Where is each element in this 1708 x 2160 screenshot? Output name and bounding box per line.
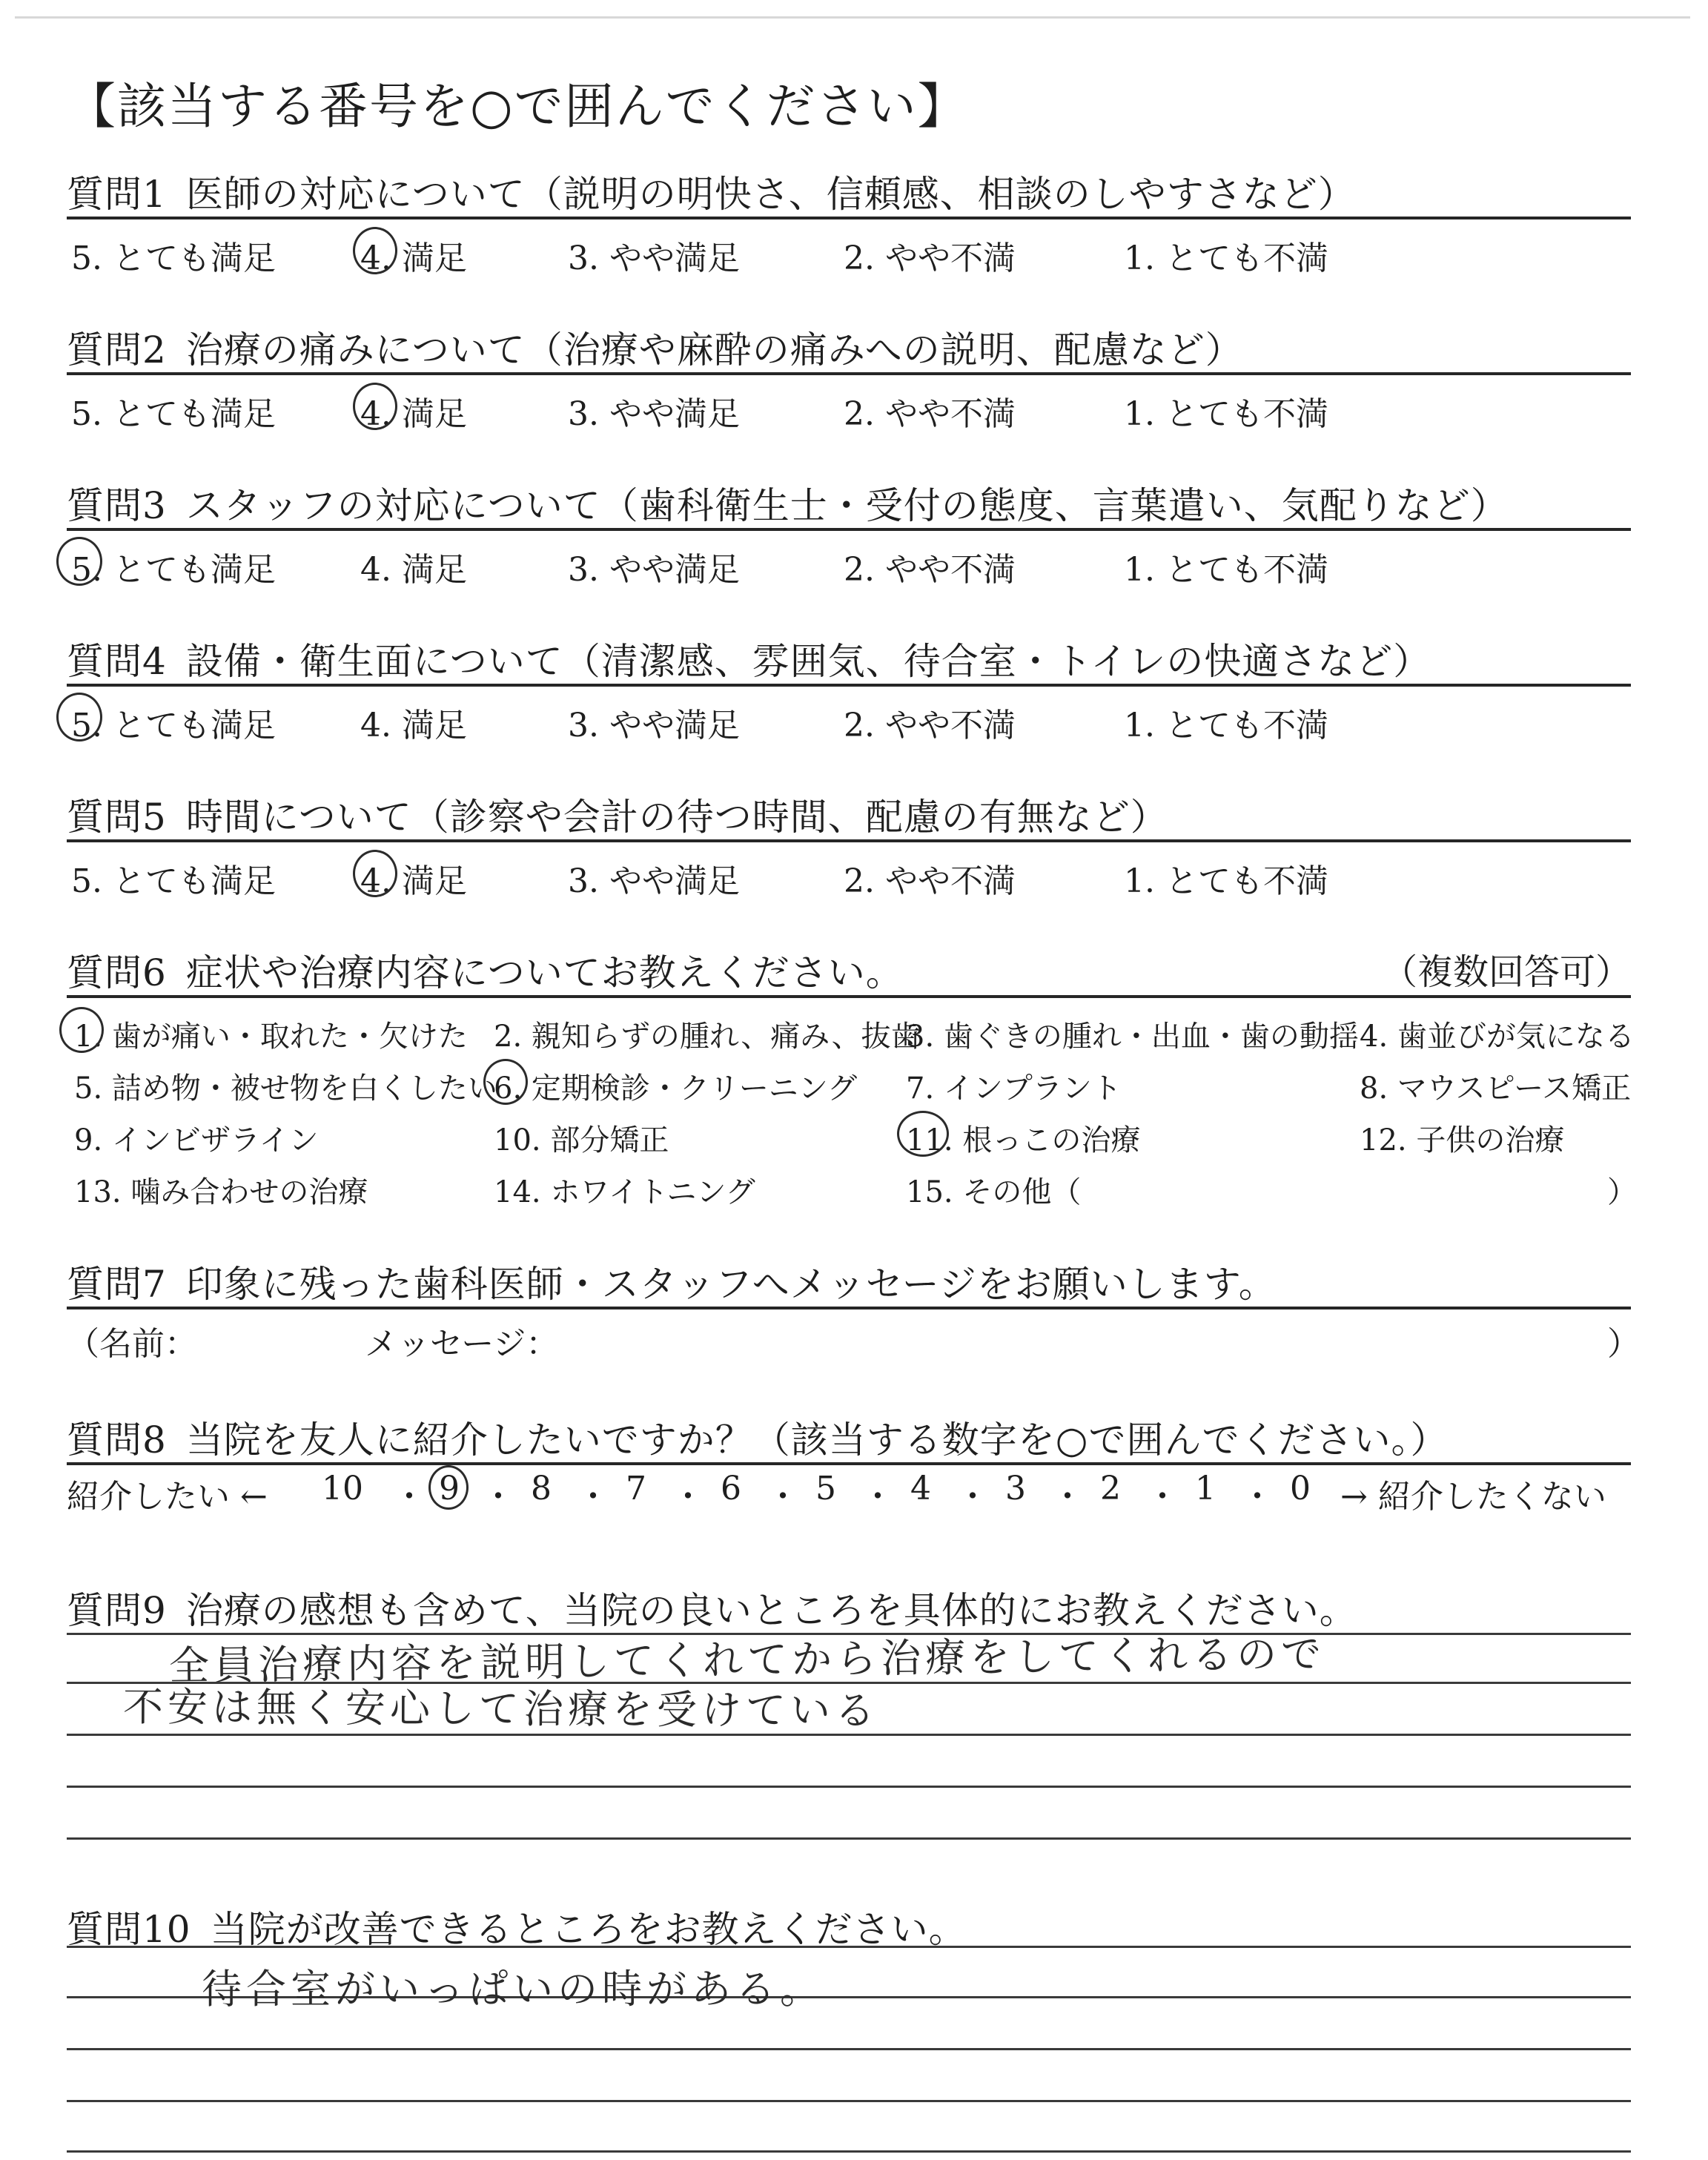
question-text: 印象に残った歯科医師・スタッフへメッセージをお願いします。 (185, 1263, 1277, 1306)
rating-option-2[interactable]: 2. やや不満 (844, 862, 1016, 900)
question-1-title (67, 165, 1356, 218)
scale-value-6[interactable]: 6 (721, 1470, 741, 1507)
question-rule (67, 528, 1631, 531)
scale-separator: ・ (956, 1478, 989, 1516)
question-text: 治療の痛みについて（治療や麻酔の痛みへの説明、配慮など） (185, 328, 1243, 371)
question-2-title (67, 320, 1243, 374)
scale-value-10[interactable]: 10 (322, 1470, 363, 1507)
handwritten-answer-line-1: 全員治療内容を説明してくれてから治療をしてくれるので (168, 1630, 1326, 1690)
scale-separator: ・ (1146, 1478, 1179, 1516)
recommend-right-label: → 紹介したくない (1340, 1478, 1606, 1516)
rating-option-2[interactable]: 2. やや不満 (844, 240, 1016, 277)
question-text: 医師の対応について（説明の明快さ、信頼感、相談のしやすさなど） (185, 173, 1356, 216)
rating-option-5[interactable]: 5. とても満足 (71, 240, 276, 277)
message-close-paren: ） (1607, 1325, 1640, 1363)
question-7-title (67, 1255, 1277, 1308)
scale-separator: ・ (577, 1478, 609, 1516)
answer-line (67, 2100, 1631, 2102)
symptom-option-11[interactable]: 11. 根っこの治療 (906, 1123, 1141, 1157)
top-border (15, 16, 1690, 19)
selection-circle (353, 227, 397, 274)
scale-value-9[interactable]: 9 (439, 1470, 460, 1507)
question-number: 質問1 (67, 173, 167, 216)
scale-value-0[interactable]: 0 (1290, 1470, 1311, 1507)
symptom-option-10[interactable]: 10. 部分矯正 (494, 1123, 669, 1157)
scale-separator: ・ (672, 1478, 704, 1516)
rating-option-5[interactable]: 5. とても満足 (71, 862, 276, 900)
symptom-option-6[interactable]: 6. 定期検診・クリーニング (494, 1071, 858, 1106)
symptom-option-5[interactable]: 5. 詰め物・被せ物を白くしたい (74, 1071, 497, 1106)
rating-option-3[interactable]: 3. やや満足 (568, 551, 740, 589)
rating-option-1[interactable]: 1. とても不満 (1124, 240, 1328, 277)
question-rule (67, 217, 1631, 219)
scale-value-3[interactable]: 3 (1005, 1470, 1026, 1507)
answer-line (67, 2048, 1631, 2050)
question-number: 質問9 (67, 1589, 167, 1632)
question-rule (67, 839, 1631, 842)
scale-separator: ・ (393, 1478, 426, 1516)
message-label: メッセージ： (365, 1325, 559, 1363)
rating-option-4[interactable]: 4. 満足 (360, 862, 467, 900)
rating-option-5[interactable]: 5. とても満足 (71, 395, 276, 433)
other-close-paren: ） (1607, 1175, 1637, 1209)
symptom-option-14[interactable]: 14. ホワイトニング (494, 1175, 755, 1209)
scale-separator: ・ (861, 1478, 894, 1516)
symptom-option-12[interactable]: 12. 子供の治療 (1360, 1123, 1565, 1157)
scale-value-5[interactable]: 5 (815, 1470, 836, 1507)
selection-circle (428, 1465, 469, 1510)
selection-circle (483, 1059, 528, 1105)
answer-line (67, 1786, 1631, 1788)
question-6-title (67, 943, 904, 997)
question-number: 質問3 (67, 484, 167, 527)
question-text: 当院が改善できるところをお教えください。 (210, 1908, 967, 1951)
rating-option-1[interactable]: 1. とても不満 (1124, 862, 1328, 900)
rating-option-3[interactable]: 3. やや満足 (568, 395, 740, 433)
question-rule (67, 995, 1631, 998)
selection-circle (897, 1111, 949, 1157)
question-8-title (67, 1410, 1448, 1464)
rating-option-5[interactable]: 5. とても満足 (71, 551, 276, 589)
symptom-option-3[interactable]: 3. 歯ぐきの腫れ・出血・歯の動揺 (906, 1020, 1359, 1054)
scale-value-4[interactable]: 4 (910, 1470, 931, 1507)
question-number: 質問8 (67, 1418, 167, 1462)
question-text: 治療の感想も含めて、当院の良いところを具体的にお教えください。 (185, 1589, 1357, 1632)
question-number: 質問2 (67, 328, 167, 371)
symptom-option-1[interactable]: 1. 歯が痛い・取れた・欠けた (74, 1020, 468, 1054)
handwritten-answer-line-2: 不安は無く安心して治療を受けている (122, 1683, 880, 1734)
selection-circle (353, 383, 397, 430)
rating-option-5[interactable]: 5. とても満足 (71, 707, 276, 744)
rating-option-4[interactable]: 4. 満足 (360, 707, 467, 744)
question-4-title (67, 632, 1431, 685)
question-number: 質問4 (67, 640, 167, 683)
answer-line (67, 1946, 1631, 1948)
scale-value-1[interactable]: 1 (1195, 1470, 1216, 1507)
scale-separator: ・ (1241, 1478, 1274, 1516)
scale-separator: ・ (767, 1478, 799, 1516)
scale-value-7[interactable]: 7 (626, 1470, 646, 1507)
symptom-option-2[interactable]: 2. 親知らずの腫れ、痛み、抜歯 (494, 1020, 921, 1054)
question-text: スタッフの対応について（歯科衛生士・受付の態度、言葉遣い、気配りなど） (185, 484, 1509, 527)
question-text: 症状や治療内容についてお教えください。 (185, 951, 904, 994)
symptom-option-15[interactable]: 15. その他（ (906, 1175, 1082, 1209)
symptom-option-7[interactable]: 7. インプラント (906, 1071, 1122, 1106)
question-text: 時間について（診察や会計の待つ時間、配慮の有無など） (185, 796, 1168, 839)
name-label: （名前： (67, 1325, 197, 1363)
selection-circle (353, 850, 397, 897)
question-text: 当院を友人に紹介したいですか？（該当する数字を○で囲んでください。） (185, 1418, 1449, 1462)
rating-option-2[interactable]: 2. やや不満 (844, 395, 1016, 433)
rating-option-2[interactable]: 2. やや不満 (844, 551, 1016, 589)
recommend-left-label: 紹介したい ← (67, 1478, 268, 1516)
question-number: 質問7 (67, 1263, 167, 1306)
question-number: 質問5 (67, 796, 167, 839)
symptom-option-9[interactable]: 9. インビザライン (74, 1123, 319, 1157)
rating-option-3[interactable]: 3. やや満足 (568, 862, 740, 900)
rating-option-3[interactable]: 3. やや満足 (568, 707, 740, 744)
symptom-option-4[interactable]: 4. 歯並びが気になる (1360, 1020, 1635, 1054)
question-text: 設備・衛生面について（清潔感、雰囲気、待合室・トイレの快適さなど） (185, 640, 1431, 683)
question-number: 質問6 (67, 951, 167, 994)
question-rule (67, 684, 1631, 687)
question-number: 質問10 (67, 1908, 191, 1951)
scale-value-2[interactable]: 2 (1100, 1470, 1121, 1507)
multiple-answers-note: （複数回答可） (1381, 951, 1631, 993)
question-5-title (67, 787, 1168, 841)
scale-separator: ・ (1051, 1478, 1084, 1516)
rating-option-1[interactable]: 1. とても不満 (1124, 551, 1328, 589)
selection-circle (56, 537, 102, 586)
selection-circle (59, 1007, 104, 1053)
question-rule (67, 1307, 1631, 1309)
rating-option-2[interactable]: 2. やや不満 (844, 707, 1016, 744)
answer-line (67, 2150, 1631, 2153)
rating-option-1[interactable]: 1. とても不満 (1124, 707, 1328, 744)
question-rule (67, 1462, 1631, 1465)
rating-option-1[interactable]: 1. とても不満 (1124, 395, 1328, 433)
rating-option-4[interactable]: 4. 満足 (360, 395, 467, 433)
question-3-title (67, 476, 1509, 529)
rating-option-3[interactable]: 3. やや満足 (568, 240, 740, 277)
symptom-option-8[interactable]: 8. マウスピース矯正 (1360, 1071, 1632, 1106)
question-rule (67, 372, 1631, 375)
selection-circle (56, 693, 102, 742)
scale-separator: ・ (482, 1478, 514, 1516)
rating-option-4[interactable]: 4. 満足 (360, 551, 467, 589)
handwritten-answer-line-1: 待合室がいっぱいの時がある。 (202, 1966, 824, 2012)
scale-value-8[interactable]: 8 (531, 1470, 552, 1507)
symptom-option-13[interactable]: 13. 噛み合わせの治療 (74, 1175, 368, 1209)
page-header: 【該当する番号を○で囲んでください】 (67, 78, 968, 135)
rating-option-4[interactable]: 4. 満足 (360, 240, 467, 277)
answer-line (67, 1837, 1631, 1840)
